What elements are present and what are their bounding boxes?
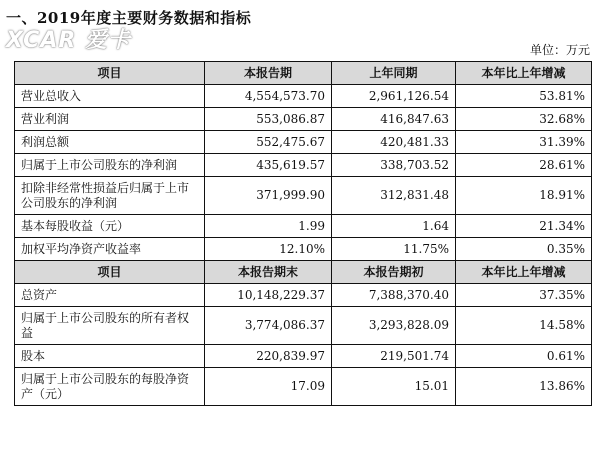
cell-value: 7,388,370.40	[332, 284, 456, 307]
cell-value: 1.99	[205, 215, 332, 238]
cell-value: 31.39%	[456, 131, 592, 154]
table2-header: 本报告期初	[332, 261, 456, 284]
cell-value: 2,961,126.54	[332, 85, 456, 108]
page-title: 一、2019年度主要财务数据和指标	[6, 9, 252, 27]
table1-header: 上年同期	[332, 62, 456, 85]
cell-value: 3,293,828.09	[332, 307, 456, 345]
table-row	[15, 284, 592, 307]
watermark-logo: XCAR 爱卡	[6, 28, 131, 53]
row-label: 总资产	[15, 284, 205, 307]
table-row	[15, 108, 592, 131]
cell-value: 338,703.52	[332, 154, 456, 177]
row-label: 营业利润	[15, 108, 205, 131]
cell-value: 28.61%	[456, 154, 592, 177]
row-label: 基本每股收益（元）	[15, 215, 205, 238]
row-label: 加权平均净资产收益率	[15, 238, 205, 261]
table1-header-row	[15, 62, 592, 85]
table2-header: 本报告期末	[205, 261, 332, 284]
cell-value: 4,554,573.70	[205, 85, 332, 108]
cell-value: 1.64	[332, 215, 456, 238]
cell-value: 13.86%	[456, 368, 592, 406]
table1-header: 项目	[15, 62, 205, 85]
row-label: 营业总收入	[15, 85, 205, 108]
cell-value: 0.61%	[456, 345, 592, 368]
table-row	[15, 238, 592, 261]
cell-value: 552,475.67	[205, 131, 332, 154]
cell-value: 15.01	[332, 368, 456, 406]
row-label: 归属于上市公司股东的所有者权益	[15, 307, 205, 345]
table1-header: 本年比上年增减	[456, 62, 592, 85]
table-row	[15, 177, 592, 215]
table-row	[15, 85, 592, 108]
cell-value: 37.35%	[456, 284, 592, 307]
cell-value: 10,148,229.37	[205, 284, 332, 307]
cell-value: 553,086.87	[205, 108, 332, 131]
table-row	[15, 154, 592, 177]
cell-value: 32.68%	[456, 108, 592, 131]
cell-value: 220,839.97	[205, 345, 332, 368]
table1-header: 本报告期	[205, 62, 332, 85]
cell-value: 12.10%	[205, 238, 332, 261]
financial-table	[14, 61, 592, 406]
cell-value: 3,774,086.37	[205, 307, 332, 345]
cell-value: 14.58%	[456, 307, 592, 345]
cell-value: 416,847.63	[332, 108, 456, 131]
row-label: 扣除非经常性损益后归属于上市公司股东的净利润	[15, 177, 205, 215]
table-row	[15, 131, 592, 154]
cell-value: 21.34%	[456, 215, 592, 238]
cell-value: 371,999.90	[205, 177, 332, 215]
table-row	[15, 215, 592, 238]
row-label: 归属于上市公司股东的净利润	[15, 154, 205, 177]
cell-value: 18.91%	[456, 177, 592, 215]
row-label: 利润总额	[15, 131, 205, 154]
cell-value: 219,501.74	[332, 345, 456, 368]
cell-value: 17.09	[205, 368, 332, 406]
table-row	[15, 345, 592, 368]
cell-value: 53.81%	[456, 85, 592, 108]
table2-header: 本年比上年增减	[456, 261, 592, 284]
cell-value: 312,831.48	[332, 177, 456, 215]
table-row	[15, 307, 592, 345]
cell-value: 435,619.57	[205, 154, 332, 177]
row-label: 股本	[15, 345, 205, 368]
unit-label: 单位：万元	[529, 43, 590, 57]
table2-header-row	[15, 261, 592, 284]
table-row	[15, 368, 592, 406]
row-label: 归属于上市公司股东的每股净资产（元）	[15, 368, 205, 406]
cell-value: 11.75%	[332, 238, 456, 261]
table2-header: 项目	[15, 261, 205, 284]
cell-value: 420,481.33	[332, 131, 456, 154]
cell-value: 0.35%	[456, 238, 592, 261]
